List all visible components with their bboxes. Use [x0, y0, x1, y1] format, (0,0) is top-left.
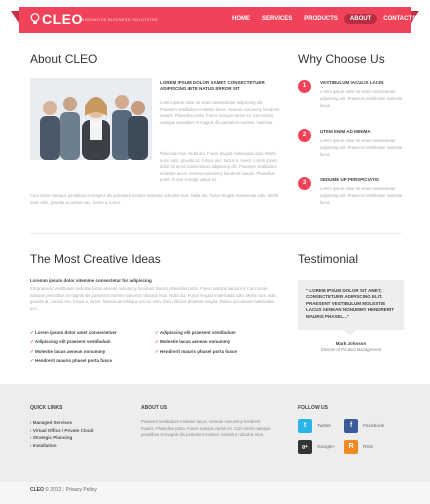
- about-paragraph-3: Cum sociis natoque penatibus et magnis dis parturient montes nascetur ridiculus mus. Nulla dui. Fusce feugiat malesuada odio. Morbi nunc odio, gravida at cursus nec, luctus a, lorem.: [30, 193, 279, 205]
- social-label: Twitter: [317, 423, 332, 429]
- why-item-text: Lorem ipsum dolor sit amet consectetuer adipiscing elit. Praesent vestibulum molestie lacus.: [320, 186, 403, 205]
- about-paragraph-2: Ridiculus mus. Nulla dui. Fusce feugiat malesuada odio. Morbi nunc odio, gravida at, cursus nec, luctus a, lorem. Lorem ipsum dolor sit amet consectetuer adipiscing elit. Praesent vestibulum molestie lacus. Aenean nonummy hendrerit mauris. Phasellus porta. Fusce suscipit varius mi.: [160, 151, 278, 183]
- slogan: INNOVATIVE BUSINESS SOLUTIONS: [80, 17, 158, 22]
- nav-home[interactable]: HOME: [232, 16, 250, 22]
- nav-about[interactable]: ABOUT: [344, 14, 377, 24]
- about-title: About CLEO: [30, 52, 98, 66]
- number-badge: 2: [298, 129, 311, 142]
- quick-links-title: QUICK LINKS: [30, 405, 63, 411]
- testimonial-title: Testimonial: [298, 252, 359, 266]
- ideas-title: The Most Creative Ideas: [30, 252, 161, 266]
- footer-link[interactable]: › Managed Services: [30, 419, 93, 427]
- quick-links: [30, 419, 93, 449]
- footer-link[interactable]: › Strategic Planning: [30, 434, 93, 442]
- why-item-heading: UTEM ENIM AD MINIMA: [320, 129, 371, 134]
- about-paragraph-1: Lorem ipsum dolor sit amet consectetuer adipiscing elit. Praesent vestibulum molestie lacus. Aenean nonummy hendrerit mauris. Phasellus porta. Fusce suscipit varius mi. Cum sociis natoque penatibus et magnis dis parturient montes, nascetur.: [160, 100, 280, 125]
- section-divider: [30, 233, 402, 234]
- copyright-brand: CLEO: [30, 487, 44, 493]
- ideas-subtitle: Loremm ipsum dolor sitemme consectetur for adipiscing: [30, 278, 152, 283]
- social-facebook[interactable]: [344, 419, 384, 433]
- ideas-list-left: [30, 328, 117, 366]
- social-rss[interactable]: [344, 440, 373, 454]
- social-label: Google+: [317, 444, 336, 450]
- privacy-link[interactable]: Privacy Policy: [65, 487, 97, 493]
- social-twitter[interactable]: [298, 419, 331, 433]
- quote-pointer: [344, 330, 356, 336]
- twitter-icon: t: [298, 419, 312, 433]
- footer-link[interactable]: › Virtual Office / Private Cloud: [30, 427, 93, 435]
- list-item: ✓ Hendrerit mauris phasel porta fusce: [30, 356, 117, 365]
- number-badge: 1: [298, 80, 311, 93]
- facebook-icon: f: [344, 419, 358, 433]
- testimonial-author: [298, 341, 404, 354]
- list-item: ✓ Adipiscing elit praesent vestibulum: [30, 337, 117, 346]
- list-item: ✓ Molestie lacus aenean nonummy: [30, 347, 117, 356]
- bottom-bar: [0, 482, 430, 504]
- why-item-text: Lorem ipsum dolor sit amet consectetuer adipiscing elit. Praesent vestibulum molestie lacus.: [320, 89, 403, 108]
- copyright-year: © 2012: [45, 487, 62, 493]
- footer-link[interactable]: › Installation: [30, 442, 93, 450]
- ideas-list-right: [155, 328, 237, 356]
- copyright: CLEO © 2012 | Privacy Policy: [30, 487, 97, 493]
- social-googleplus[interactable]: [298, 440, 335, 454]
- google-plus-icon: g+: [298, 440, 312, 454]
- social-label: RSS: [363, 444, 373, 450]
- main-nav: [226, 14, 422, 24]
- about-us-title: ABOUT US: [141, 405, 168, 411]
- list-item: ✓ Hendrerit mauris phasel porta fusce: [155, 347, 237, 356]
- ribbon-fold-left: [11, 11, 19, 23]
- author-name: Mark Johnson: [335, 341, 367, 346]
- list-item: ✓ Adipiscing elit praesent vestibulum: [155, 328, 237, 337]
- author-role: Director of Product Management: [320, 347, 382, 353]
- list-item: ✓ Molestie lacus aenean nonummy: [155, 337, 237, 346]
- social-label: Facebook: [363, 423, 385, 429]
- why-item-heading: SEDUME UP PERSPICIATIS: [320, 177, 379, 182]
- nav-contacts[interactable]: CONTACTS: [383, 16, 417, 22]
- nav-products[interactable]: PRODUCTS: [304, 16, 338, 22]
- why-title: Why Choose Us: [298, 52, 385, 66]
- ideas-paragraph: Elit praesent vestibulum molestie lacus aenean nonummy hendrerit mauris phasellus porta. Fusce suscipit varius mi. Cum sociis natoque penatibus et magnis dis parturient montes nascetur ridiculus mus. Nulla dui. Fusce feugiat malesuada odio. Morbi nunc odio, gravida at, cursus nec, luctus a, lorem. Maecenas tristique orci ac sem. Duis ultricies pharetra magna. Donec accumsan malesuada orci.: [30, 286, 277, 311]
- about-us-text: Praesent vestibulum molestie lacus. Aenean nonummy hendrerit mauris. Phasellus porta. Fusce suscipit varius mi. Cum sociis natoque penatibus et magnis dis parturient montes, nascetur ridiculus mus.: [141, 419, 271, 438]
- logo[interactable]: CLEO: [42, 11, 83, 27]
- why-item-heading: VESTIBULUM IACULIS LACIN: [320, 80, 384, 85]
- follow-us-title: FOLLOW US: [298, 405, 328, 411]
- rss-icon: R: [344, 440, 358, 454]
- testimonial-quote: " LOREM IPSUM DOLOR SIT AMET, CONSECTETUER ADIPISCING ELIT. PRAESENT VESTIBULUM MOLESTIE LACUS AENEAN NONUMMY HENDRERIT MAURIS PHASEL...": [298, 280, 404, 330]
- why-item-text: Lorem ipsum dolor sit amet consectetuer adipiscing elit. Praesent vestibulum molestie lacus.: [320, 138, 403, 157]
- lightbulb-icon: [30, 13, 40, 25]
- number-badge: 3: [298, 177, 311, 190]
- team-photo: [30, 78, 152, 160]
- nav-services[interactable]: SERVICES: [262, 16, 293, 22]
- about-heading: LOREM IPSUM DOLOR SAMET CONSECTETUER ADIPISCING IBTE NATUS ERROR SIT: [160, 80, 265, 92]
- list-item: ✓ Lorem ipsum dolor amet consectetuer: [30, 328, 117, 337]
